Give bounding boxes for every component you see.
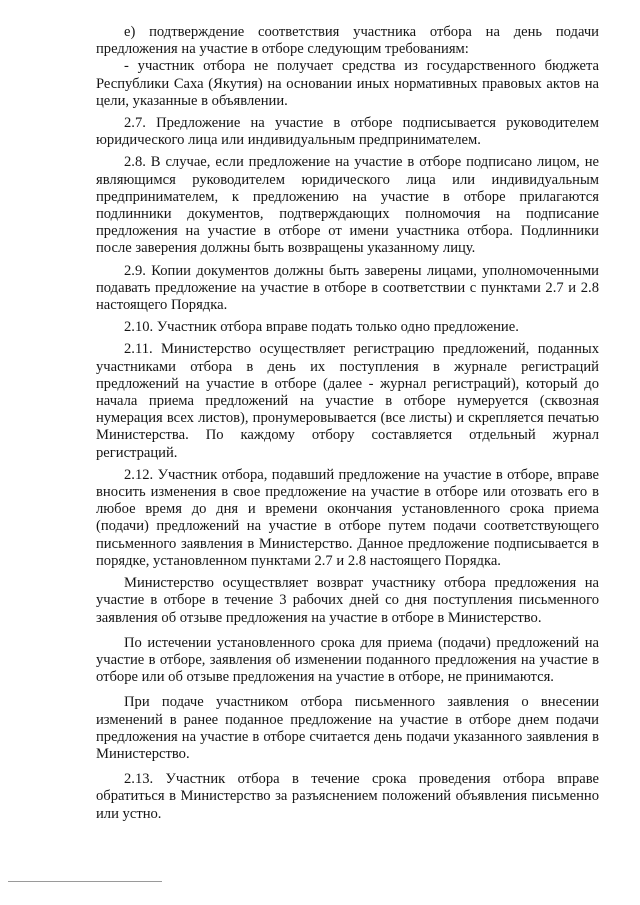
paragraph-2-10: 2.10. Участник отбора вправе подать только одно предложение. bbox=[124, 319, 519, 336]
paragraph-2-12: 2.12. Участник отбора, подавший предложение на участие в отборе, вправе вносить изменения в свое предложение на участие в отборе или отозвать его в любое время до дня и времени окончания установленного срока приема (подачи) предложений на участие в отборе путем подачи соответствующего письменного заявления в Министерство. Данное предложение подписывается в порядке, установленном пунктами 2.7 и 2.8 настоящего Порядка. bbox=[96, 466, 599, 569]
document-body bbox=[96, 24, 599, 823]
paragraph-e-confirmation: е) подтверждение соответствия участника отбора на день подачи предложения на участие в отборе следующим требованиям: bbox=[96, 24, 599, 58]
paragraph-2-11: 2.11. Министерство осуществляет регистрацию предложений, поданных участниками отбора в день их поступления в журнале регистраций предложений на участие в отборе (далее - журнал регистраций), который до начала приема предложений на участие в отборе нумеруется (сквозная нумерация всех листов), пронумеровывается (все листы) и скрепляется печатью Министерства. По каждому отбору составляется отдельный журнал регистраций. bbox=[96, 341, 599, 461]
paragraph-2-8: 2.8. В случае, если предложение на участие в отборе подписано лицом, не являющимся руководителем юридического лица или индивидуальным предпринимателем, к предложению на участие в отборе прилагаются подлинники документов, подтверждающих полномочия на подписание предложения на участие в отборе от имени участника отбора. Подлинники после заверения должны быть возвращены указанному лицу. bbox=[96, 154, 599, 257]
paragraph-2-7: 2.7. Предложение на участие в отборе подписывается руководителем юридического лица или индивидуальным предпринимателем. bbox=[96, 115, 599, 149]
paragraph-no-budget-funds: - участник отбора не получает средства из государственного бюджета Республики Саха (Якутия) на основании иных нормативных правовых актов на цели, указанные в объявлении. bbox=[96, 58, 599, 109]
paragraph-return-proposal: Министерство осуществляет возврат участнику отбора предложения на участие в отборе в течение 3 рабочих дней со дня поступления письменного заявления об отзыве предложения на участие в отборе в Министерство. bbox=[96, 575, 599, 626]
scan-artifact-line bbox=[8, 881, 162, 882]
paragraph-2-13: 2.13. Участник отбора в течение срока проведения отбора вправе обратиться в Министерство за разъяснением положений объявления письменно или устно. bbox=[96, 771, 599, 822]
paragraph-deadline-expiry: По истечении установленного срока для приема (подачи) предложений на участие в отборе, заявления об изменении поданного предложения на участие в отборе или об отзыве предложения на участие в отборе, не принимаются. bbox=[96, 634, 599, 686]
paragraph-2-9: 2.9. Копии документов должны быть заверены лицами, уполномоченными подавать предложение на участие в отборе в соответствии с пунктами 2.7 и 2.8 настоящего Порядка. bbox=[96, 262, 599, 314]
paragraph-change-submission: При подаче участником отбора письменного заявления о внесении изменений в ранее поданное предложение на участие в отборе днем подачи предложения на участие в отборе считается день подачи указанного заявления в Министерство. bbox=[96, 694, 599, 762]
